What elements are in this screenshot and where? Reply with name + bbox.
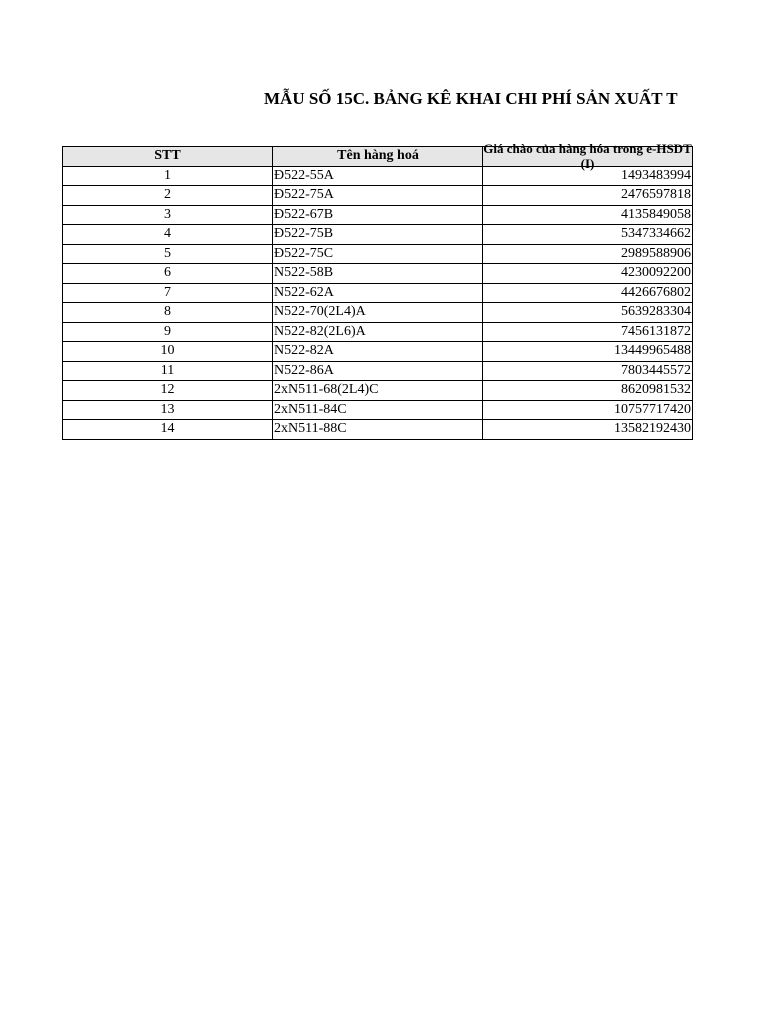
header-stt: STT xyxy=(63,147,273,167)
header-price xyxy=(483,141,693,171)
cell-name[interactable]: N522-62A xyxy=(273,283,483,303)
cell-price[interactable]: 7803445572 xyxy=(483,361,693,381)
cell-stt[interactable]: 1 xyxy=(63,166,273,186)
table-row xyxy=(63,186,693,206)
cell-price[interactable]: 13449965488 xyxy=(483,342,693,362)
cell-price[interactable]: 5347334662 xyxy=(483,225,693,245)
cell-name[interactable]: Đ522-55A xyxy=(273,166,483,186)
cell-stt[interactable]: 4 xyxy=(63,225,273,245)
table-row xyxy=(63,303,693,323)
cell-name[interactable]: N522-70(2L4)A xyxy=(273,303,483,323)
table-row xyxy=(63,322,693,342)
cell-name[interactable]: N522-82(2L6)A xyxy=(273,322,483,342)
table-row xyxy=(63,342,693,362)
cell-stt[interactable]: 6 xyxy=(63,264,273,284)
cell-stt[interactable]: 7 xyxy=(63,283,273,303)
cell-name[interactable]: Đ522-67B xyxy=(273,205,483,225)
cell-name[interactable]: 2xN511-68(2L4)C xyxy=(273,381,483,401)
cell-stt[interactable]: 13 xyxy=(63,400,273,420)
cell-price[interactable]: 8620981532 xyxy=(483,381,693,401)
cell-name[interactable]: Đ522-75A xyxy=(273,186,483,206)
table-row xyxy=(63,225,693,245)
cell-stt[interactable]: 9 xyxy=(63,322,273,342)
cell-stt[interactable]: 10 xyxy=(63,342,273,362)
cell-price[interactable]: 4135849058 xyxy=(483,205,693,225)
cell-stt[interactable]: 12 xyxy=(63,381,273,401)
cell-price[interactable]: 10757717420 xyxy=(483,400,693,420)
cell-price[interactable]: 2989588906 xyxy=(483,244,693,264)
table-row xyxy=(63,420,693,440)
cell-price[interactable]: 4230092200 xyxy=(483,264,693,284)
table-row xyxy=(63,264,693,284)
cell-name[interactable]: 2xN511-84C xyxy=(273,400,483,420)
cell-price[interactable]: 2476597818 xyxy=(483,186,693,206)
table-body xyxy=(63,166,693,439)
table-row xyxy=(63,283,693,303)
header-price-label: Giá chào của hàng hóa trong e-HSDT (I) xyxy=(483,141,692,171)
header-name: Tên hàng hoá xyxy=(273,147,483,167)
cell-price[interactable]: 13582192430 xyxy=(483,420,693,440)
page-title: MẪU SỐ 15C. BẢNG KÊ KHAI CHI PHÍ SẢN XUẤT T xyxy=(264,89,678,108)
cell-stt[interactable]: 8 xyxy=(63,303,273,323)
cell-stt[interactable]: 2 xyxy=(63,186,273,206)
cell-name[interactable]: Đ522-75C xyxy=(273,244,483,264)
cell-name[interactable]: Đ522-75B xyxy=(273,225,483,245)
cell-stt[interactable]: 5 xyxy=(63,244,273,264)
cell-name[interactable]: 2xN511-88C xyxy=(273,420,483,440)
cell-name[interactable]: N522-58B xyxy=(273,264,483,284)
cell-price[interactable]: 7456131872 xyxy=(483,322,693,342)
table-row xyxy=(63,205,693,225)
cell-name[interactable]: N522-86A xyxy=(273,361,483,381)
cell-stt[interactable]: 14 xyxy=(63,420,273,440)
table-row xyxy=(63,400,693,420)
table-row xyxy=(63,166,693,186)
cell-stt[interactable]: 11 xyxy=(63,361,273,381)
cell-name[interactable]: N522-82A xyxy=(273,342,483,362)
cell-price[interactable]: 1493483994 xyxy=(483,166,693,186)
table-row xyxy=(63,244,693,264)
cell-stt[interactable]: 3 xyxy=(63,205,273,225)
cost-table xyxy=(62,141,693,440)
cell-price[interactable]: 5639283304 xyxy=(483,303,693,323)
table-header-row xyxy=(63,147,693,167)
table-row xyxy=(63,381,693,401)
cell-price[interactable]: 4426676802 xyxy=(483,283,693,303)
table-row xyxy=(63,361,693,381)
